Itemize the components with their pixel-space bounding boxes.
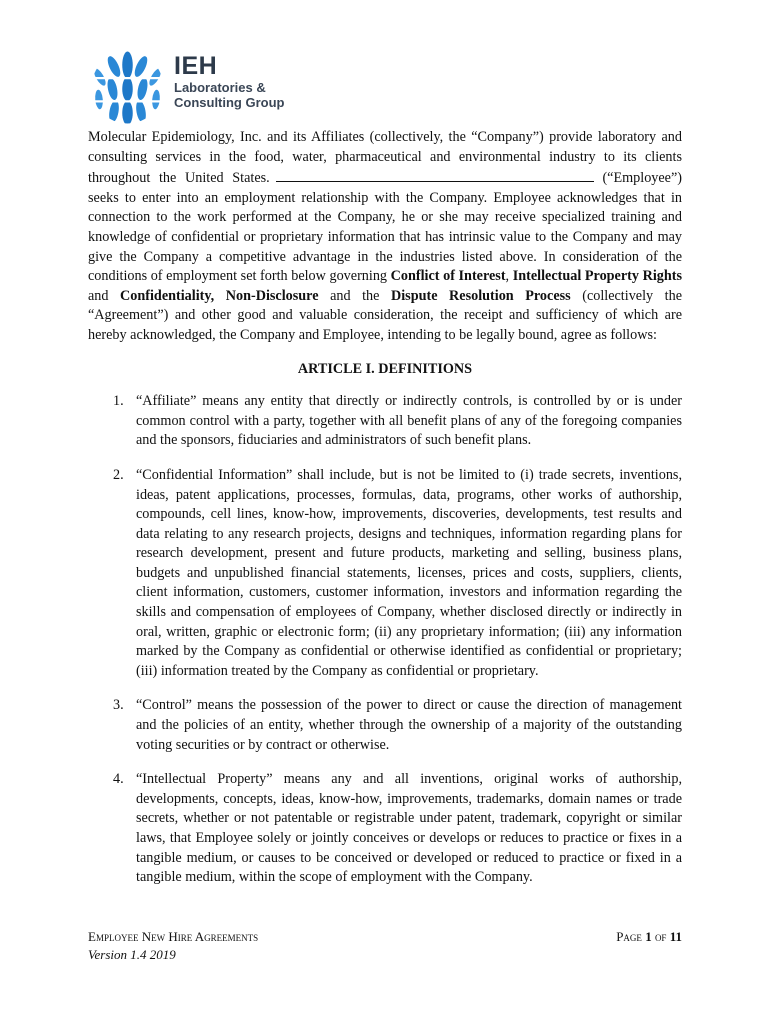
- term-confidentiality: Confidentiality, Non-Disclosure: [120, 287, 319, 304]
- company-logo: [90, 50, 284, 125]
- globe-leaf-icon: [90, 50, 165, 125]
- article-heading: ARTICLE I. DEFINITIONS: [297, 360, 473, 377]
- logo-text: [174, 52, 284, 110]
- intro-paragraph: [88, 128, 682, 346]
- intro-sep: and the: [318, 287, 391, 304]
- definition-text: “Intellectual Property” means any and all inventions, original works of authorship, developments, concepts, ideas, know-how, improvements, trademarks, domain names or trade secrets, whether or not patentable or registrable under patent, trademark, copyright or similar laws, that Employee solely or jointly conceives or develops or reduces to practice or fixes in a tangible medium, or causes to be conceived or developed or reduced to practice or fixed in a tangible medium, within the scope of employment with the Company.: [136, 771, 682, 886]
- logo-subtitle-line2: Consulting Group: [174, 95, 285, 110]
- term-dispute-resolution: Dispute Resolution Process: [390, 287, 571, 304]
- definition-number: 3.: [113, 697, 124, 714]
- definition-text: “Confidential Information” shall include, but is not be limited to (i) trade secrets, inventions, ideas, patent applications, processes, formulas, data, programs, other works of authorship, compounds, cell lines, know-how, improvements, discoveries, developments, test results and data relating to any research projects, designs and techniques, information regarding plans for research development, present and future products, marketing and selling, business plans, budgets and unpublished financial statements, licenses, prices and costs, suppliers, clients, client information, customers, customer information, investors and information regarding the skills and compensation of employees of Company, whether disclosed directly or indirectly in oral, written, graphic or electronic form; (ii) any proprietary information; (iii) any information marked by the Company as confidential or otherwise identified as confidential or proprietary; (iii) information treated by the Company as confidential or proprietary.: [136, 466, 682, 679]
- footer-left: [88, 928, 258, 964]
- definition-number: 4.: [113, 771, 124, 788]
- page-label: Page: [616, 929, 642, 944]
- intro-sep: and: [88, 287, 121, 304]
- definition-text: “Control” means the possession of the power to direct or cause the direction of management and the policies of an entity, whether through the ownership of a majority of the outstanding voting securities or by contract or otherwise.: [136, 697, 682, 753]
- total-pages: 11: [669, 929, 682, 944]
- logo-subtitle-line1: Laboratories &: [174, 80, 266, 95]
- definition-item: [88, 392, 682, 451]
- current-page: 1: [645, 929, 652, 944]
- footer-version: Version 1.4 2019: [88, 947, 176, 962]
- definition-item: [88, 770, 682, 888]
- term-intellectual-property-rights: Intellectual Property Rights: [512, 268, 682, 285]
- intro-text-start: Molecular Epidemiology, Inc. and its Affiliates (collectively, the “Company”) provide laboratory and consulting services in the food, water, pharmaceutical and environmental industry to its clients throughout the United States.: [88, 129, 682, 187]
- footer-document-title: Employee New Hire Agreements: [88, 929, 259, 944]
- intro-sep: ,: [505, 268, 513, 285]
- definition-text: “Affiliate” means any entity that directly or indirectly controls, is controlled by or is under common control with a party, together with all benefit plans of any of the foregoing companies and the sponsors, fiduciaries and administrators of such benefit plans.: [136, 393, 682, 449]
- term-conflict-of-interest: Conflict of Interest: [390, 268, 506, 285]
- definition-number: 1.: [113, 393, 124, 410]
- intro-text-mid: (“Employee”) seeks to enter into an employment relationship with the Company. Employee acknowledges that in connection to the work performed at the Company, he or she may receive specialized training and knowledge of confidential or proprietary information that has intrinsic value to the Company and may give the Company a competitive advantage in the industries listed above. In consideration of the conditions of employment set forth below governing: [88, 170, 682, 285]
- definition-item: [88, 466, 682, 682]
- logo-name: IEH: [174, 52, 218, 80]
- employee-name-blank-field[interactable]: [276, 167, 594, 182]
- of-label: of: [654, 929, 667, 944]
- definitions-list: [88, 392, 682, 888]
- document-body: [88, 128, 682, 903]
- footer-page-number: [616, 928, 682, 946]
- definition-item: [88, 696, 682, 755]
- definition-number: 2.: [113, 466, 124, 483]
- intro-text-end: (collectively the “Agreement”) and other good and valuable consideration, the receipt and sufficiency of which are hereby acknowledged, the Company and Employee, intending to be legally bound, agree as follows:: [88, 287, 682, 343]
